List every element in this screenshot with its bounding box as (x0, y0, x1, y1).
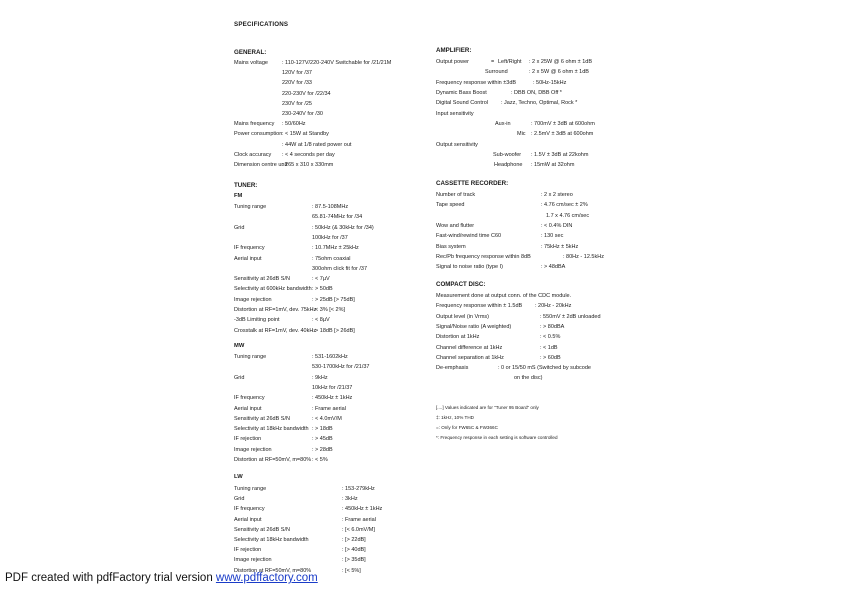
spec-label: = (491, 59, 495, 65)
spec-label: Bias system (436, 243, 466, 250)
spec-label: Frequency response within ± 1.5dB (436, 303, 523, 310)
spec-value: : [< 6.0mV/M] (342, 526, 375, 533)
spec-label: Distortion at RF=50mV, m=80% (234, 457, 312, 463)
spec-label: IF rejection (234, 436, 262, 443)
spec-label: Channel difference at 1kHz (436, 344, 503, 351)
spec-label: Mic (517, 131, 526, 138)
spec-label: Fast-wind/rewind time C60 (436, 233, 502, 240)
pdf-footer (5, 572, 318, 584)
spec-label: Tape speed (436, 202, 465, 209)
compact-disc-heading: COMPACT DISC: (436, 281, 486, 288)
spec-value: : 2 x 2 stereo (541, 192, 573, 198)
spec-label: IF frequency (234, 506, 265, 513)
spec-value: : 450kHz ± 1kHz (312, 395, 353, 402)
spec-label: Selectivity at 18kHz bandwidth (234, 537, 309, 543)
spec-value: : 15mW at 32ohm (531, 162, 575, 169)
spec-label: Image rejection (234, 446, 272, 453)
spec-label: Input sensitivity (436, 110, 474, 117)
spec-value: : > 50dB (312, 286, 333, 293)
spec-label: Rec/Pb frequency response within 8dB (436, 253, 531, 260)
spec-label: IF frequency (234, 245, 265, 252)
spec-label: Digital Sound Control (436, 100, 488, 107)
spec-label: Output level (in Vrms) (436, 313, 489, 320)
spec-label: Grid (234, 496, 245, 503)
spec-label: Sensitivity at 26dB S/N (234, 276, 290, 283)
spec-label: -3dB Limiting point (234, 317, 280, 324)
mw-heading: MW (234, 343, 245, 349)
spec-label: Frequency response within ±3dB (436, 80, 517, 86)
spec-value: : 0 or 15/50 mS (Switched by subcode (498, 365, 591, 372)
spec-value: : 87.5-108MHz (312, 204, 349, 210)
spec-value: 220-230V for /22/34 (282, 90, 331, 97)
cassette-heading: CASSETTE RECORDER: (436, 180, 509, 187)
spec-label: Sensitivity at 26dB S/N (234, 526, 290, 533)
spec-value: : 75ohm coaxial (312, 255, 351, 262)
spec-label: Mains frequency (234, 121, 275, 128)
note-line: *: Frequency response in each setting is software controlled (436, 435, 558, 440)
spec-value: 1.7 x 4.76 cm/sec (546, 212, 590, 219)
spec-value: : 75kHz ± 5kHz (541, 243, 579, 250)
spec-label: Sub-woofer (493, 152, 522, 158)
spec-label: Selectivity at 18kHz bandwidth (234, 426, 309, 433)
fm-heading: FM (234, 193, 243, 199)
spec-value: : < 8µV (312, 317, 330, 324)
spec-value: : 50Hz-15kHz (533, 80, 567, 86)
spec-value: : 10.7MHz ± 25kHz (312, 245, 359, 252)
spec-value: : 50/60Hz (282, 121, 306, 128)
spec-label: Output power (436, 59, 470, 65)
spec-value: : 4.76 cm/sec ± 2% (541, 202, 588, 209)
spec-label: Sensitivity at 26dB S/N (234, 415, 290, 422)
note-line: ‡: 1kHz, 10% THD (436, 415, 474, 420)
spec-label: De-emphasis (436, 365, 469, 372)
spec-value: : 265 x 310 x 330mm (282, 162, 334, 168)
spec-value: 230-240V for /30 (282, 111, 323, 117)
spec-label: Wow and flutter (436, 222, 475, 229)
amplifier-heading: AMPLIFIER: (436, 47, 472, 54)
spec-value: : < 1dB (540, 344, 558, 351)
lw-heading: LW (234, 474, 243, 480)
spec-value: : 9kHz (312, 374, 328, 381)
spec-value: : < 0.5% (540, 334, 561, 341)
spec-label: Image rejection (234, 296, 272, 303)
spec-label: Distortion at 1kHz (436, 334, 480, 341)
spec-label: Signal to noise ratio (type I) (436, 264, 503, 271)
footer-text: PDF created with pdfFactory trial version (5, 572, 216, 584)
spec-value: : [> 22dB] (342, 537, 366, 543)
spec-value: : Frame aerial (342, 516, 376, 523)
spec-label: Number of track (436, 192, 476, 198)
spec-label: Aerial input (234, 405, 262, 412)
spec-value: : 2.5mV ± 3dB at 600ohm (531, 131, 594, 138)
spec-label: Surround (485, 69, 508, 76)
spec-label: Image rejection (234, 557, 272, 564)
spec-value: : 80Hz - 12.5kHz (563, 253, 604, 260)
spec-label: Distortion at RF=50mV, m=80% (234, 567, 312, 574)
note-line: [....] Values indicated are for "Tuner 95 Board" only (436, 405, 539, 410)
spec-label: Grid (234, 224, 245, 231)
spec-value: : 50kHz (& 30kHz for /34) (312, 224, 374, 231)
spec-value: 100kHz for /37 (312, 234, 348, 241)
spec-label: Measurement done at output conn. of the CDC module. (436, 293, 572, 299)
spec-label: Left/Right (498, 59, 522, 65)
spec-value: 65.81-74MHz for /34 (312, 214, 363, 221)
spec-label: Signal/Noise ratio (A weighted) (436, 323, 512, 330)
spec-value: : > 45dB (312, 436, 333, 443)
spec-value: : 153-279kHz (342, 486, 375, 492)
spec-value: : > 60dB (540, 354, 561, 361)
spec-value: : 2 x 25W @ 6 ohm ± 1dB (529, 59, 593, 65)
spec-value: : 20Hz - 20kHz (535, 303, 572, 310)
spec-value: : 2 x 5W @ 6 ohm ± 1dB (529, 69, 589, 76)
spec-value: : < 15W at Standby (282, 131, 329, 138)
spec-value: : 531-1602kHz (312, 354, 348, 360)
spec-value: : 110-127V/220-240V Switchable for /21/21M (282, 60, 392, 66)
page-title: SPECIFICATIONS (234, 21, 289, 28)
spec-label: Power consumption (234, 131, 283, 138)
spec-value: : < 0.4% DIN (541, 222, 573, 229)
spec-label: Grid (234, 374, 245, 381)
spec-value: : < 7µV (312, 276, 330, 283)
general-heading: GENERAL: (234, 49, 267, 56)
spec-value: : [< 5%] (342, 567, 361, 574)
spec-value: : 1.5V ± 3dB at 22kohm (531, 152, 589, 158)
spec-value: on the disc) (514, 375, 543, 382)
spec-value: : < 4 seconds per day (282, 151, 335, 158)
spec-value: : > 25dB [> 75dB] (312, 296, 355, 303)
spec-label: Dimension centre unit (234, 162, 288, 168)
spec-value: : 700mV ± 3dB at 600ohm (531, 121, 595, 127)
spec-value: : 3kHz (342, 496, 358, 503)
spec-value: 220V for /33 (282, 80, 312, 87)
spec-label: Aerial input (234, 516, 262, 523)
spec-value: : > 80dBA (540, 323, 565, 330)
spec-label: Output sensitivity (436, 142, 478, 148)
spec-label: Aux-in (495, 121, 511, 127)
spec-value: : > 28dB (312, 446, 333, 453)
spec-label: Dynamic Bass Boost (436, 90, 487, 97)
spec-value: : 130 sec (541, 233, 564, 240)
spec-label: Channel separation at 1kHz (436, 354, 504, 361)
spec-label: Clock accuracy (234, 151, 272, 158)
spec-value: : 44W at 1/8 rated power out (282, 141, 352, 148)
spec-value: 530-1700kHz for /21/37 (312, 364, 370, 371)
spec-value: 230V for /25 (282, 100, 312, 107)
spec-label: Headphone (494, 162, 523, 169)
spec-label: Aerial input (234, 255, 262, 262)
spec-label: IF frequency (234, 395, 265, 402)
spec-label: Tuning range (234, 204, 267, 210)
spec-value: : 550mV ± 2dB unloaded (540, 313, 601, 320)
spec-label: Tuning range (234, 354, 267, 360)
spec-label: Crosstalk at RF=1mV, dev. 40kHz (234, 327, 317, 334)
tuner-heading: TUNER: (234, 182, 258, 189)
spec-label: Distortion at RF=1mV, dev. 75kHz (234, 307, 317, 313)
spec-value: : DBB ON, DBB Off * (511, 90, 562, 97)
spec-value: : Frame aerial (312, 405, 346, 412)
spec-value: : > 18dB [> 26dB] (312, 327, 355, 334)
spec-value: : > 48dBA (541, 264, 566, 271)
spec-value: : [> 35dB] (342, 557, 366, 564)
spec-value: 10kHz for /21/37 (312, 384, 353, 391)
spec-label: Mains voltage (234, 60, 268, 66)
spec-value: 120V for /37 (282, 70, 312, 77)
spec-value: : [> 40dB] (342, 547, 366, 554)
spec-value: : < 4.0mV/M (312, 415, 342, 422)
spec-value: 300ohm click fit for /37 (312, 265, 368, 272)
spec-value: : > 18dB (312, 426, 333, 433)
spec-value: : Jazz, Techno, Optimal, Rock * (501, 100, 578, 107)
footer-link[interactable]: www.pdffactory.com (215, 572, 318, 584)
note-line: =: Only for FW65C & FW366C (436, 425, 498, 430)
spec-value: : < 5% (312, 457, 328, 463)
spec-value: : 450kHz ± 1kHz (342, 506, 383, 513)
spec-label: Tuning range (234, 486, 267, 492)
spec-label: Selectivity at 600kHz bandwidth (234, 286, 312, 293)
spec-value: : < 3% [< 2%] (312, 307, 346, 313)
spec-label: IF rejection (234, 547, 262, 554)
